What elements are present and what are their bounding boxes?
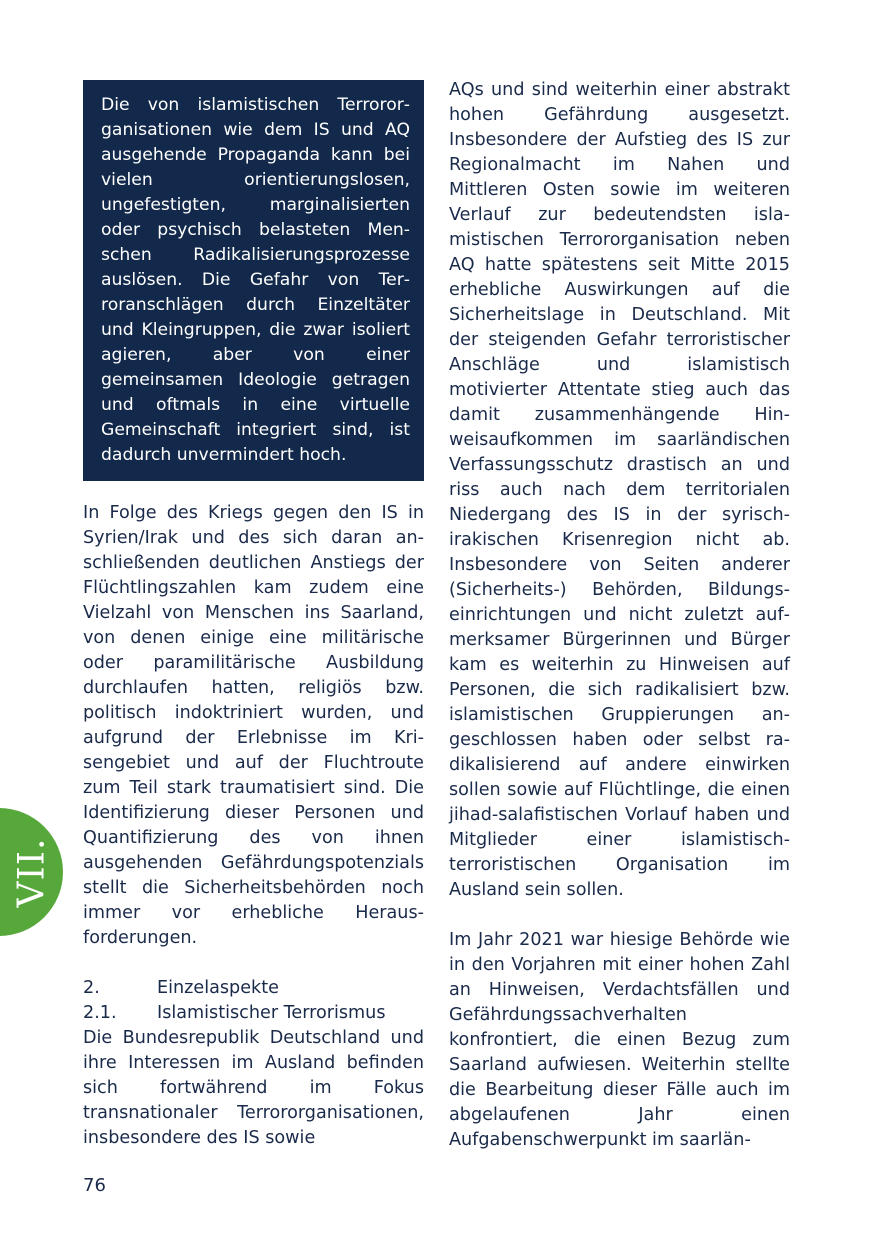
right-paragraph-1: AQs und sind weiterhin einer abstrakt hohen Gefährdung ausgesetzt. Insbesondere der Aufstieg des IS zur Regionalmacht im Nahen und Mittleren Osten sowie im weiteren Verlauf zur bedeutendsten islamistischen Terrororganisation neben AQ hatte spätestens seit Mitte 2015 erhebliche Auswirkungen auf die Sicherheitslage in Deutschland. Mit der steigenden Gefahr terroristischer Anschläge und islamistisch motivierter Attentate stieg auch das damit zusammenhängende Hinweisaufkommen im saarländischen Verfassungsschutz drastisch an und riss auch nach dem territorialen Niedergang des IS in der syrisch-irakischen Krisenregion nicht ab. Insbesondere von Seiten anderer (Sicherheits-) Behörden, Bildungseinrichtungen und nicht zuletzt aufmerksamer Bürgerinnen und Bürger kam es weiterhin zu Hinweisen auf Personen, die sich radikalisiert bzw. islamistischen Gruppierungen angeschlossen haben oder selbst radikalisierend auf andere einwirken sollen sowie auf Flüchtlinge, die einen jihad-salafistischen Vorlauf haben und Mitglieder einer islamistisch-terroristischen Organisation im Ausland sein sollen.: [449, 80, 790, 900]
paragraph-gap: [449, 903, 790, 928]
paragraph-gap: [83, 951, 424, 976]
left-column: [83, 80, 424, 1151]
section-heading-2-1: [83, 1001, 424, 1026]
left-paragraph-1: In Folge des Kriegs gegen den IS in Syrien/Irak und des sich daran anschließenden deutlichen Anstiegs der Flüchtlingszahlen kam zudem eine Vielzahl von Menschen ins Saarland, von denen einige eine militärische oder paramilitärische Ausbildung durchlaufen hatten, religiös bzw. politisch indoktriniert wurden, und aufgrund der Erlebnisse im Krisengebiet und auf der Fluchtroute zum Teil stark traumatisiert sind. Die Identifizierung dieser Personen und Quantifizierung des von ihnen ausgehenden Gefährdungspotenzials stellt die Sicherheitsbehörden noch immer vor erhebliche Herausforderungen.: [83, 503, 424, 948]
section-heading-2: [83, 976, 424, 1001]
right-column: [449, 78, 790, 1153]
subsection-number: 2.1.: [83, 1003, 117, 1023]
subsection-title: Islamistischer Terrorismus: [157, 1003, 386, 1023]
section-number: 2.: [83, 978, 100, 998]
left-paragraph-2: Die Bundesrepublik Deutschland und ihre Interessen im Ausland befinden sich fortwährend im Fokus transnationaler Terrororganisationen, insbesondere des IS sowie: [83, 1028, 424, 1148]
page-number: 76: [83, 1175, 106, 1196]
chapter-label: VII.: [11, 837, 53, 907]
chapter-label-wrapper: [4, 816, 60, 928]
section-title: Einzelaspekte: [157, 978, 279, 998]
callout-box: [83, 80, 424, 481]
callout-text: Die von islamistischen Terrororganisationen wie dem IS und AQ ausgehende Propaganda kann bei vielen orientierungslosen, ungefestigten, marginalisierten oder psychisch belasteten Menschen Radikalisierungsprozesse auslösen. Die Gefahr von Terroranschlägen durch Einzeltäter und Kleingruppen, die zwar isoliert agieren, aber von einer gemeinsamen Ideologie getragen und oftmals in eine virtuelle Gemeinschaft integriert sind, ist dadurch unvermindert hoch.: [101, 95, 410, 465]
right-paragraph-2: Im Jahr 2021 war hiesige Behörde wie in den Vorjahren mit einer hohen Zahl an Hinweisen, Verdachtsfällen und Gefährdungssachverhalten konfrontiert, die einen Bezug zum Saarland aufwiesen. Weiterhin stellte die Bearbeitung dieser Fälle auch im abgelaufenen Jahr einen Aufgabenschwerpunkt im saarlän-: [449, 930, 790, 1150]
